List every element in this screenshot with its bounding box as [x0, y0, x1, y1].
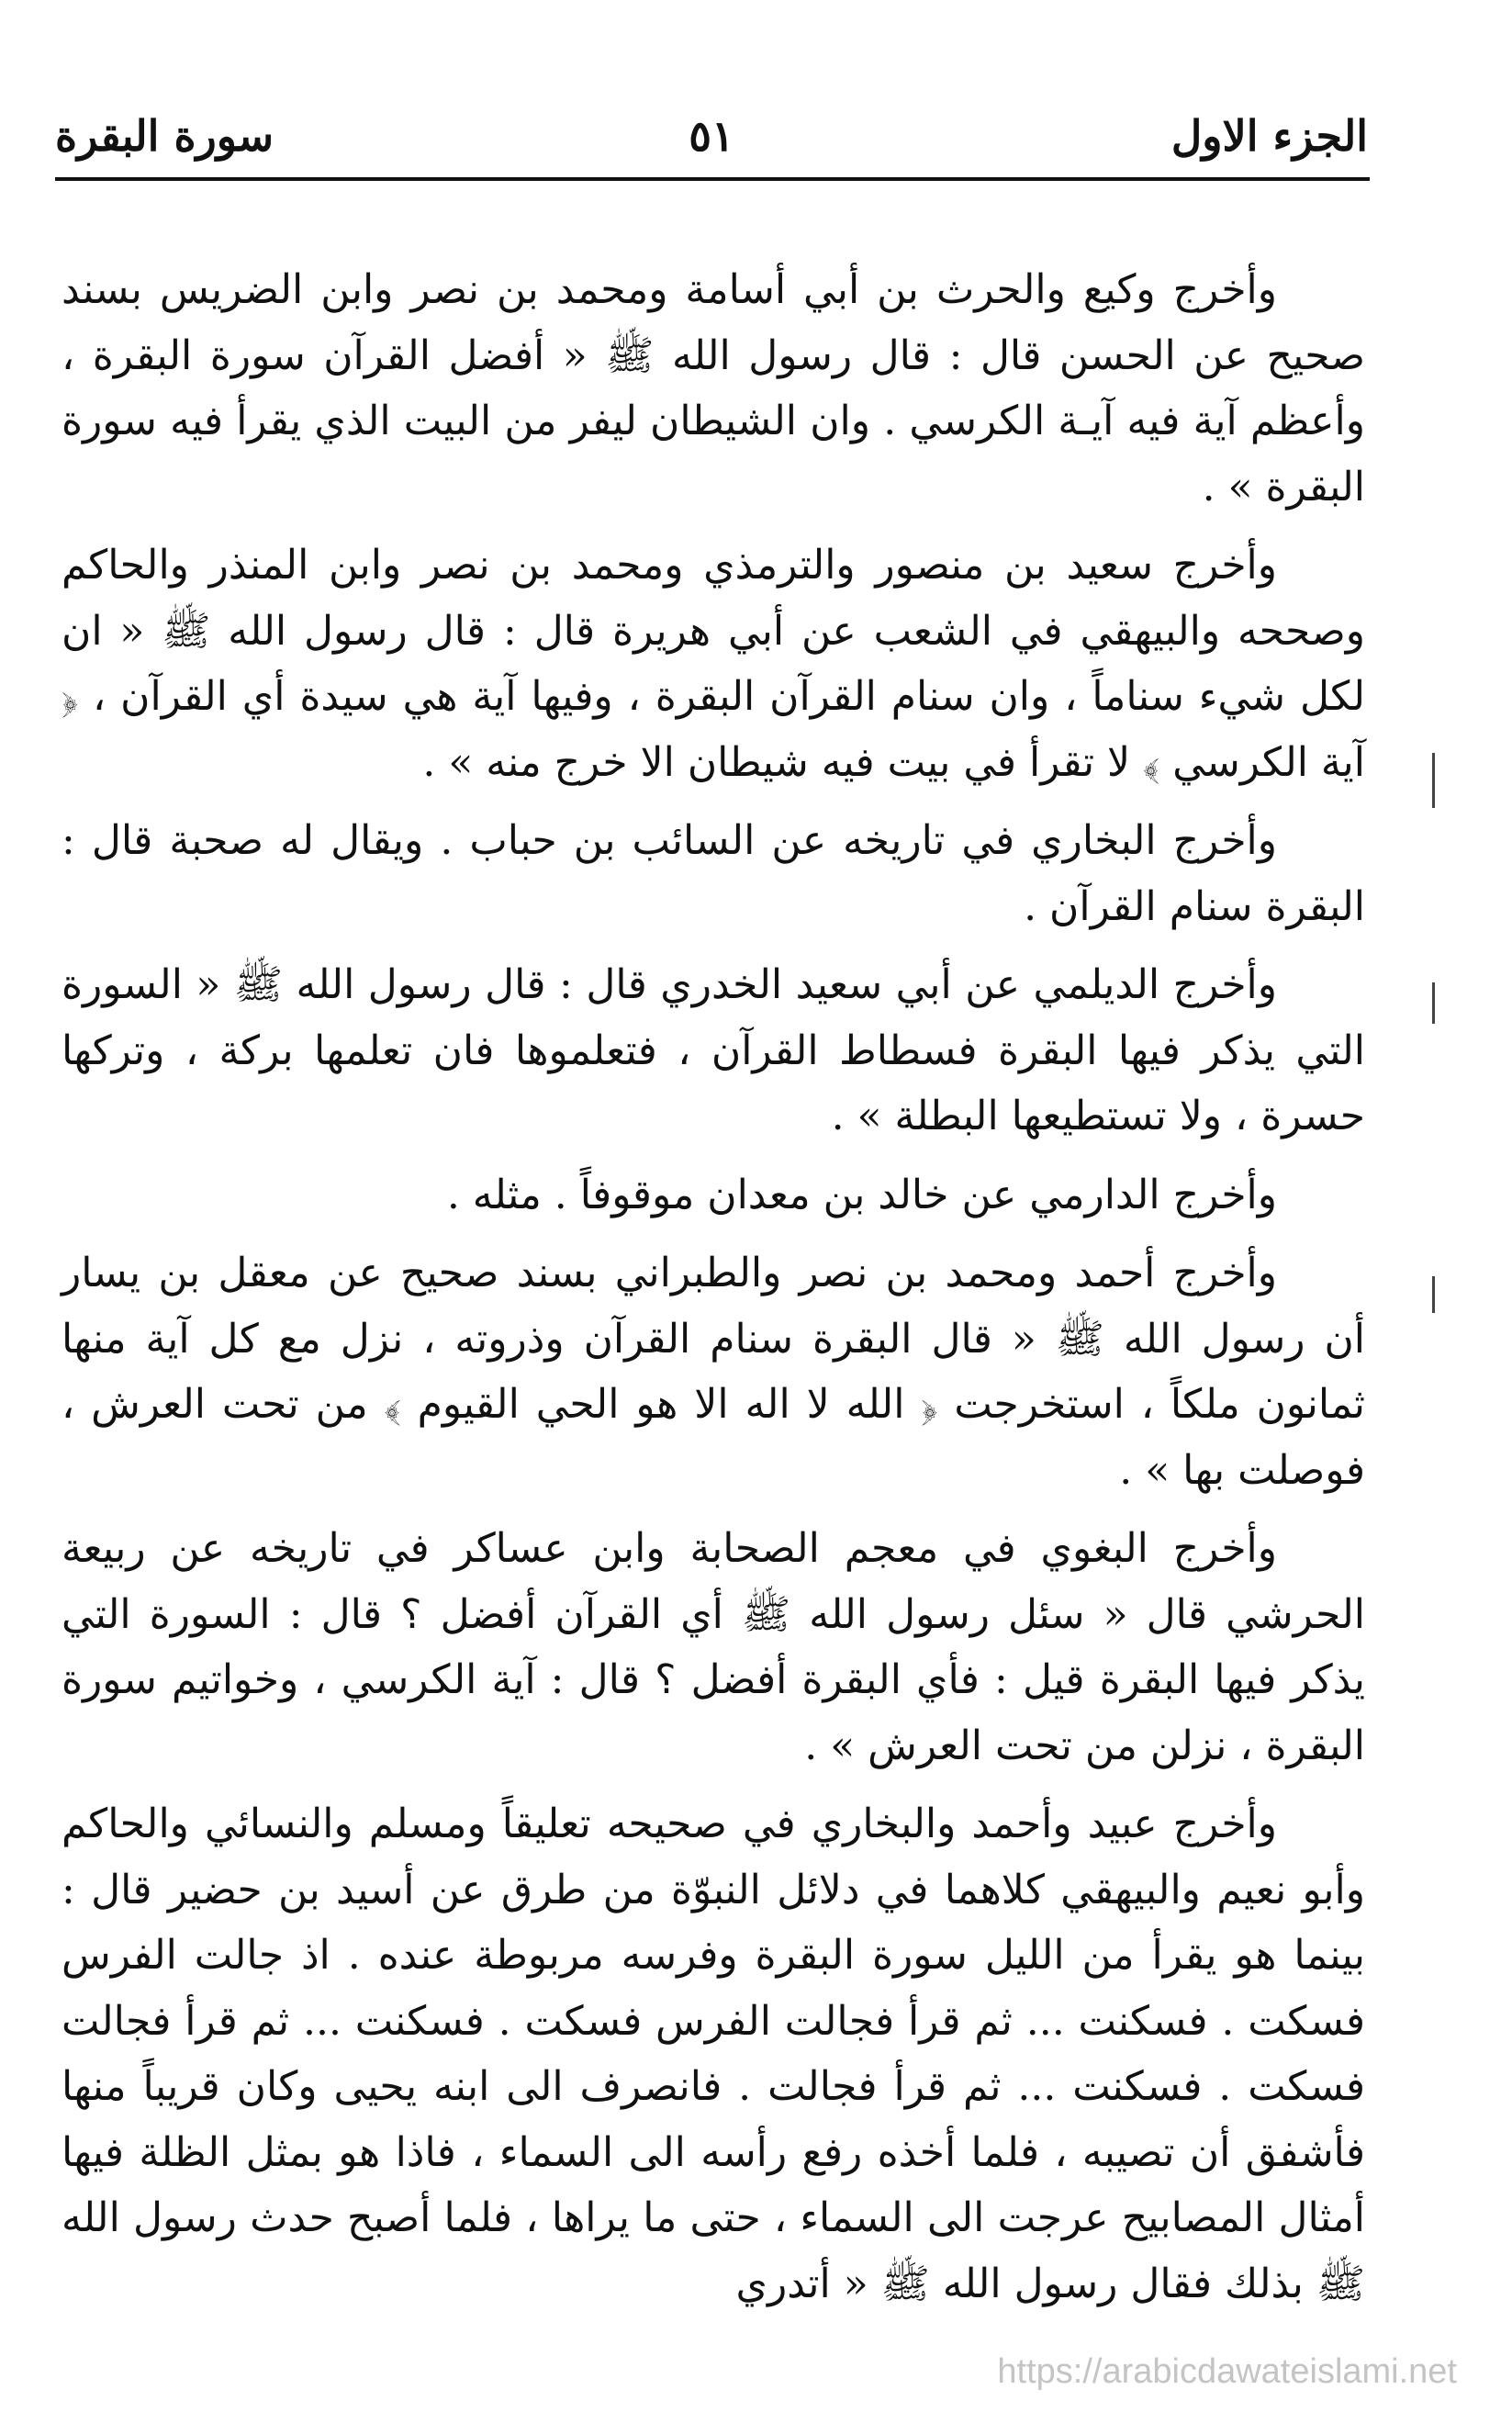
margin-mark	[1432, 753, 1435, 808]
paragraph: وأخرج الديلمي عن أبي سعيد الخدري قال : قال رسول الله ﷺ « السورة التي يذكر فيها البقرة فسطاط القرآن ، فتعلموها فان تعلمها بركة ، وتركها حسرة ، ولا تستطيعها البطلة » .	[62, 961, 1365, 1139]
paragraph: وأخرج الدارمي عن خالد بن معدان موقوفاً . مثله .	[446, 1171, 1277, 1218]
header-rule	[55, 177, 1370, 181]
paragraph: وأخرج سعيد بن منصور والترمذي ومحمد بن نصر وابن المنذر والحاكم وصححه والبيهقي في الشعب عن أبي هريرة قال : قال رسول الله ﷺ « ان لكل شيء سناماً ، وان سنام القرآن البقرة ، وفيها آية هي سيدة أي القرآن ، ﴿ آية الكرسي ﴾ لا تقرأ في بيت فيه شيطان الا خرج منه » .	[62, 542, 1365, 786]
margin-mark	[1432, 982, 1435, 1024]
surah-label: سورة البقرة	[55, 111, 274, 161]
part-label: الجزء الاول	[1170, 111, 1368, 161]
paragraph: وأخرج عبيد وأحمد والبخاري في صحيحه تعليقاً ومسلم والنسائي والحاكم وأبو نعيم والبيهقي كلاهما في دلائل النبوّة من طرق عن أسيد بن حضير قال : بينما هو يقرأ من الليل سورة البقرة وفرسه مربوطة عنده . اذ جالت الفرس فسكت . فسكنت ... ثم قرأ فجالت الفرس فسكت . فسكنت ... ثم قرأ فجالت فسكت . فسكنت ... ثم قرأ فجالت . فانصرف الى ابنه يحيى وكان قريباً منها فأشفق أن تصيبه ، فلما أخذه رفع رأسه الى السماء ، فاذا هو بمثل الظلة فيها أمثال المصابيح عرجت الى السماء ، حتى ما يراها ، فلما أصبح حدث رسول الله ﷺ بذلك فقال رسول الله ﷺ « أتدري	[62, 1801, 1365, 2307]
paragraph: وأخرج أحمد ومحمد بن نصر والطبراني بسند صحيح عن معقل بن يسار أن رسول الله ﷺ « قال البقرة سنام القرآن وذروته ، نزل مع كل آية منها ثمانون ملكاً ، استخرجت ﴿ الله لا اله الا هو الحي القيوم ﴾ من تحت العرش ، فوصلت بها » .	[62, 1250, 1365, 1494]
paragraph: وأخرج البخاري في تاريخه عن السائب بن حباب . ويقال له صحبة قال : البقرة سنام القرآن .	[62, 817, 1365, 930]
paragraph: وأخرج وكيع والحرث بن أبي أسامة ومحمد بن نصر وابن الضريس بسند صحيح عن الحسن قال : قال رسول الله ﷺ « أفضل القرآن سورة البقرة ، وأعظم آية فيه آيـة الكرسي . وان الشيطان ليفر من البيت الذي يقرأ فيه سورة البقرة » .	[62, 266, 1365, 510]
body-text	[62, 257, 1365, 2329]
page-number: ٥١	[689, 111, 734, 161]
running-header	[55, 92, 1368, 165]
margin-mark	[1432, 1276, 1435, 1313]
watermark-url: https://arabicdawateislami.net	[997, 2352, 1457, 2391]
paragraph: وأخرج البغوي في معجم الصحابة وابن عساكر في تاريخه عن ربيعة الحرشي قال « سئل رسول الله ﷺ أي القرآن أفضل ؟ قال : السورة التي يذكر فيها البقرة قيل : فأي البقرة أفضل ؟ قال : آية الكرسي ، وخواتيم سورة البقرة ، نزلن من تحت العرش » .	[62, 1525, 1365, 1769]
